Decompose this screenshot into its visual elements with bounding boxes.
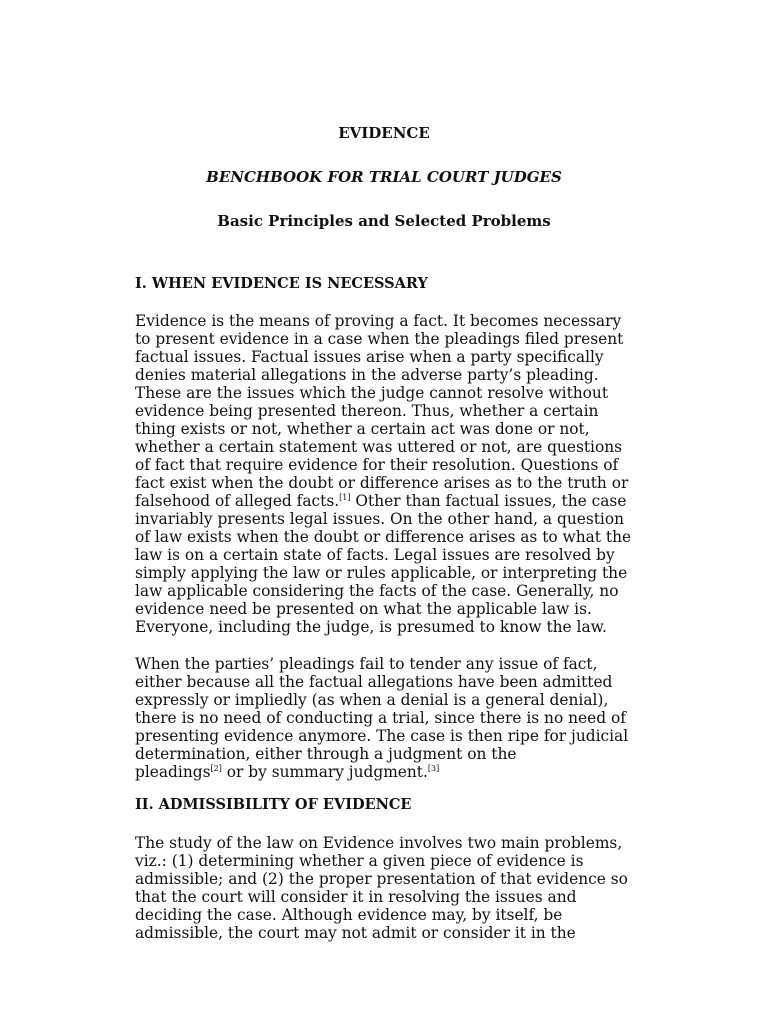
paragraph-line: there is no need of conducting a trial, since there is no need of	[135, 709, 626, 727]
page-title: EVIDENCE	[338, 124, 430, 142]
paragraph-line: denies material allegations in the adverse party’s pleading.	[135, 366, 599, 384]
section-heading-admissibility: II. ADMISSIBILITY OF EVIDENCE	[135, 796, 412, 813]
paragraph-line: admissible, the court may not admit or consider it in the	[135, 924, 576, 942]
paragraph-line	[135, 763, 695, 781]
paragraph-line: viz.: (1) determining whether a given piece of evidence is	[135, 852, 584, 870]
paragraph-line: Evidence is the means of proving a fact. It becomes necessary	[135, 312, 622, 330]
paragraph-line: factual issues. Factual issues arise when a party specifically	[135, 348, 604, 366]
paragraph-line: of fact that require evidence for their resolution. Questions of	[135, 456, 619, 474]
paragraph-line: either because all the factual allegations have been admitted	[135, 673, 613, 691]
paragraph-line: whether a certain statement was uttered or not, are questions	[135, 438, 623, 456]
footnote-ref-2[interactable]: [2]	[210, 764, 222, 773]
paragraph-line: These are the issues which the judge cannot resolve without	[135, 384, 609, 402]
footnote-ref-3[interactable]: [3]	[427, 764, 440, 773]
paragraph-line: law applicable considering the facts of the case. Generally, no	[135, 582, 619, 600]
line-text: or by summary judgment.	[221, 763, 428, 781]
paragraph-line: invariably presents legal issues. On the other hand, a question	[135, 510, 625, 528]
footnote-ref-1[interactable]: [1]	[339, 493, 351, 502]
paragraph-line: Everyone, including the judge, is presumed to know the law.	[135, 618, 607, 636]
paragraph-line: The study of the law on Evidence involves two main problems,	[135, 834, 623, 852]
paragraph-line: fact exist when the doubt or difference arises as to the truth or	[135, 474, 629, 492]
paragraph-line: to present evidence in a case when the pleadings filed present	[135, 330, 624, 348]
paragraph-line: evidence being presented thereon. Thus, whether a certain	[135, 402, 599, 420]
paragraph-line: evidence need be presented on what the applicable law is.	[135, 600, 592, 618]
section-heading-when-evidence-necessary: I. WHEN EVIDENCE IS NECESSARY	[135, 275, 428, 292]
paragraph-evidence-definition	[135, 312, 695, 636]
paragraph-line: determination, either through a judgment on the	[135, 745, 517, 763]
paragraph-line: deciding the case. Although evidence may, by itself, be	[135, 906, 563, 924]
page-subtitle: BENCHBOOK FOR TRIAL COURT JUDGES	[206, 168, 562, 186]
paragraph-line: expressly or impliedly (as when a denial is a general denial),	[135, 691, 609, 709]
paragraph-line: law is on a certain state of facts. Legal issues are resolved by	[135, 546, 615, 564]
paragraph-line: admissible; and (2) the proper presentation of that evidence so	[135, 870, 628, 888]
paragraph-line: of law exists when the doubt or difference arises as to what the	[135, 528, 632, 546]
paragraph-line: thing exists or not, whether a certain act was done or not,	[135, 420, 590, 438]
paragraph-admissibility	[135, 834, 695, 942]
line-text: pleadings	[135, 763, 211, 781]
paragraph-line	[135, 492, 695, 510]
paragraph-line: that the court will consider it in resolving the issues and	[135, 888, 577, 906]
paragraph-pleadings	[135, 655, 695, 781]
page-subtitle-secondary: Basic Principles and Selected Problems	[217, 212, 551, 230]
paragraph-line: simply applying the law or rules applicable, or interpreting the	[135, 564, 628, 582]
line-text: falsehood of alleged facts.	[135, 492, 340, 510]
paragraph-line: When the parties’ pleadings fail to tender any issue of fact,	[135, 655, 598, 673]
line-text: Other than factual issues, the case	[350, 492, 627, 510]
paragraph-line: presenting evidence anymore. The case is then ripe for judicial	[135, 727, 629, 745]
